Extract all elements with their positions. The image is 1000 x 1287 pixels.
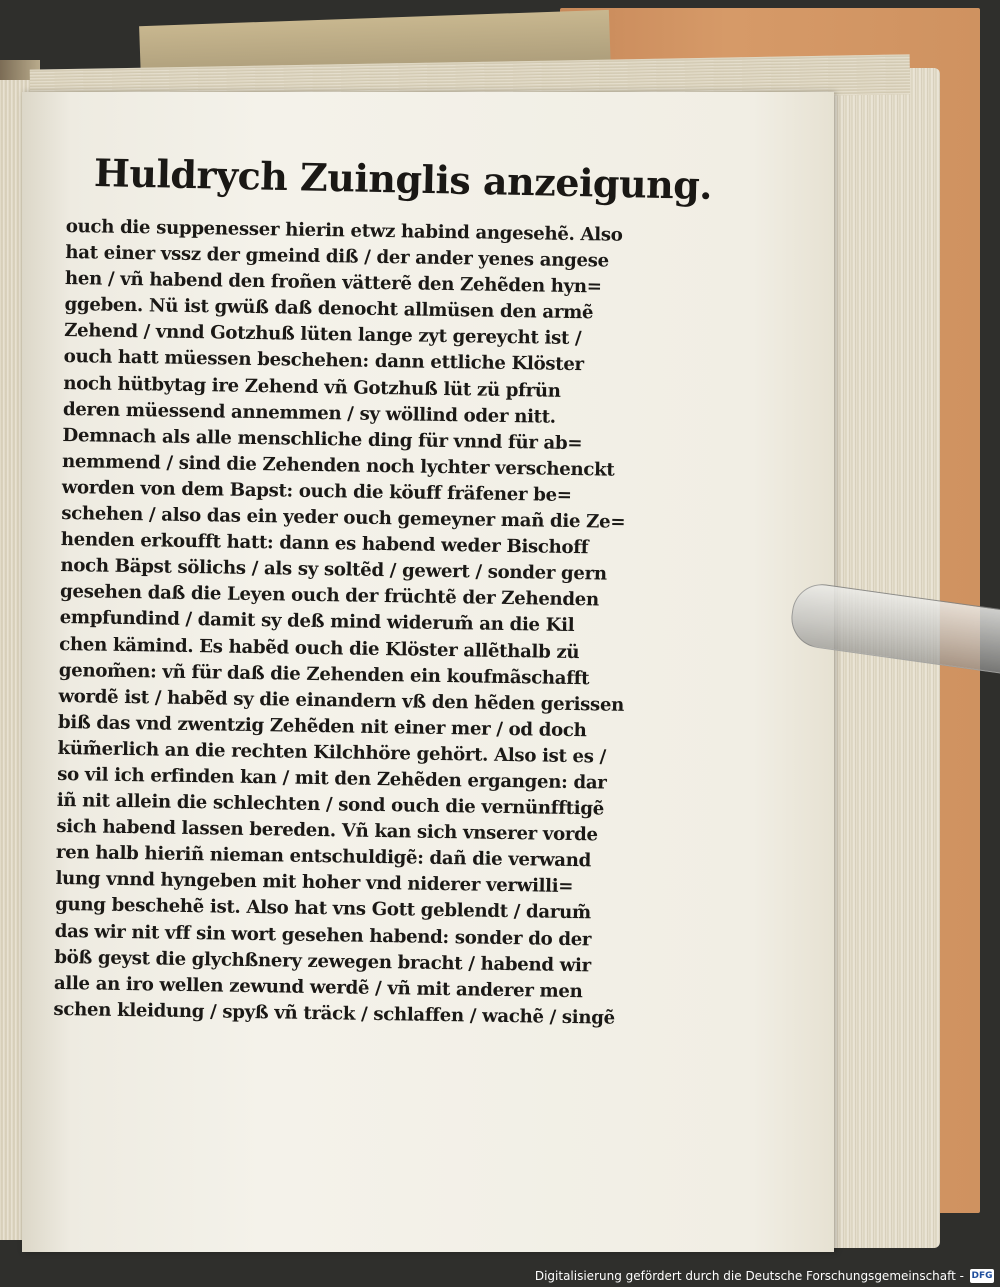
funding-credit: Digitalisierung gefördert durch die Deutsche Forschungsgemeinschaft - <box>534 1269 964 1283</box>
running-head: Huldrych Zuinglis anzeigung. <box>93 150 713 208</box>
digitization-footer <box>535 1267 994 1285</box>
text-line: das wir nit vff sin wort gesehen habend: sonder do der <box>54 920 592 950</box>
text-line: genom̃en: vñ für daß die Zehenden ein koufmãschafft <box>58 659 590 689</box>
text-line: wordẽ ist / habẽd sy die einandern vß den hẽden gerissen <box>58 685 625 716</box>
text-line: böß geyst die glychßnery zewegen bracht / habend wir <box>54 946 591 976</box>
text-line: gesehen daß die Leyen ouch der früchtẽ der Zehenden <box>59 581 600 611</box>
text-line: biß das vnd zwentzig Zehẽden nit einer mer / od doch <box>57 711 587 742</box>
text-line: deren müessend annemmen / sy wöllind oder nitt. <box>62 398 556 428</box>
text-line: iñ nit allein die schlechten / sond ouch die vernünfftigẽ <box>56 789 605 820</box>
text-line: chen kämind. Es habẽd ouch die Klöster allẽthalb zü <box>59 633 580 663</box>
text-line: hen / vñ habend den froñen vätterẽ den Zehẽden hyn= <box>64 268 602 298</box>
text-line: ouch hatt müessen beschehen: dann ettliche Klöster <box>63 346 584 376</box>
text-line: Demnach als alle menschliche ding für vnnd für ab= <box>62 424 583 454</box>
text-line: gung beschehẽ ist. Also hat vns Gott geblendt / darum̃ <box>54 894 591 924</box>
text-line: henden erkoufft hatt: dann es habend weder Bischoff <box>60 529 589 559</box>
text-line: lung vnnd hyngeben mit hoher vnd niderer verwilli= <box>55 868 574 898</box>
text-line: Zehend / vnnd Gotzhuß lüten lange zyt gereycht ist / <box>63 320 582 350</box>
text-line: ggeben. Nü ist gwüß daß denocht allmüsen den armẽ <box>64 294 594 324</box>
text-line: worden von dem Bapst: ouch die köuff fräfener be= <box>61 476 572 506</box>
text-line: empfundind / damit sy deß mind widerum̃ an die Kil <box>59 607 575 637</box>
text-line: schehen / also das ein yeder ouch gemeyner mañ die Ze= <box>61 502 626 533</box>
dfg-logo-icon: DFG <box>971 1271 993 1281</box>
text-line: küm̃erlich an die rechten Kilchhöre gehört. Also ist es / <box>57 737 607 768</box>
body-text <box>53 214 636 1032</box>
text-line: noch hütbytag ire Zehend vñ Gotzhuß lüt zü pfrün <box>63 372 561 402</box>
text-line: so vil ich erfinden kan / mit den Zehẽden ergangen: dar <box>57 763 607 794</box>
text-line: hat einer vssz der gmeind diß / der ander yenes angese <box>65 242 609 272</box>
text-line: ouch die suppenesser hierin etwz habind angesehẽ. Also <box>65 215 623 246</box>
text-line: schen kleidung / spyß vñ träck / schlaffen / wachẽ / singẽ <box>53 998 615 1029</box>
text-line: ren halb hieriñ nieman entschuldigẽ: dañ die verwand <box>55 842 592 872</box>
text-line: noch Bäpst sölichs / als sy soltẽd / gewert / sonder gern <box>60 555 607 585</box>
text-line: alle an iro wellen zewund werdẽ / vñ mit anderer men <box>53 972 583 1002</box>
text-line: sich habend lassen bereden. Vñ kan sich vnserer vorde <box>56 816 598 846</box>
text-line: nemmend / sind die Zehenden noch lychter verschenckt <box>61 450 615 481</box>
